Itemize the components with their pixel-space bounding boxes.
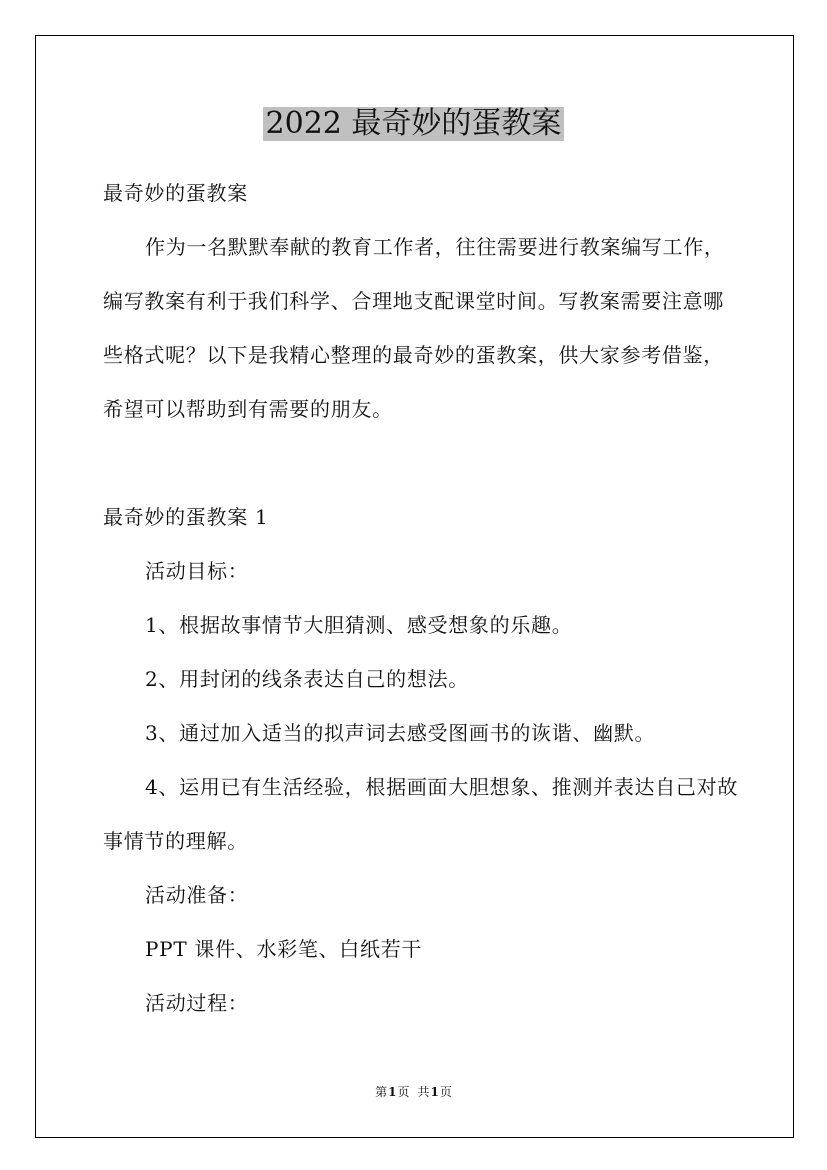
objective-item-continuation: 事情节的理解。: [103, 829, 248, 853]
page-prefix: 第: [375, 1085, 388, 1099]
document-title: 2022 最奇妙的蛋教案: [263, 107, 565, 141]
intro-line: 作为一名默默奉献的教育工作者，往往需要进行教案编写工作，: [145, 235, 725, 259]
current-page-group: [375, 1085, 409, 1099]
process-label: 活动过程：: [145, 991, 249, 1015]
total-pages-group: [418, 1085, 452, 1099]
total-suffix: 页: [439, 1085, 452, 1099]
intro-line: 编写教案有利于我们科学、合理地支配课堂时间。写教案需要注意哪: [103, 289, 724, 313]
document-heading: 最奇妙的蛋教案: [103, 181, 248, 205]
preparation-text: PPT 课件、水彩笔、白纸若干: [145, 937, 423, 961]
section-title: 最奇妙的蛋教案 1: [103, 505, 269, 529]
intro-line: 些格式呢？以下是我精心整理的最奇妙的蛋教案，供大家参考借鉴，: [103, 343, 724, 367]
objective-item: 3、通过加入适当的拟声词去感受图画书的诙谐、幽默。: [145, 721, 656, 745]
page-suffix: 页: [397, 1085, 410, 1099]
total-prefix: 共: [417, 1085, 430, 1099]
preparation-label: 活动准备：: [145, 883, 249, 907]
total-pages-number: 1: [430, 1085, 439, 1099]
blank-line: [103, 436, 753, 490]
intro-line: 希望可以帮助到有需要的朋友。: [103, 397, 393, 421]
objective-item: 1、根据故事情节大胆猜测、感受想象的乐趣。: [145, 613, 573, 637]
objective-item: 2、用封闭的线条表达自己的想法。: [145, 667, 469, 691]
document-body: [103, 166, 753, 1030]
objective-item: 4、运用已有生活经验，根据画面大胆想象、推测并表达自己对故: [145, 775, 739, 799]
current-page-number: 1: [388, 1085, 397, 1099]
objectives-label: 活动目标：: [145, 559, 249, 583]
page-footer: [0, 1083, 827, 1101]
title-container: [0, 107, 827, 141]
